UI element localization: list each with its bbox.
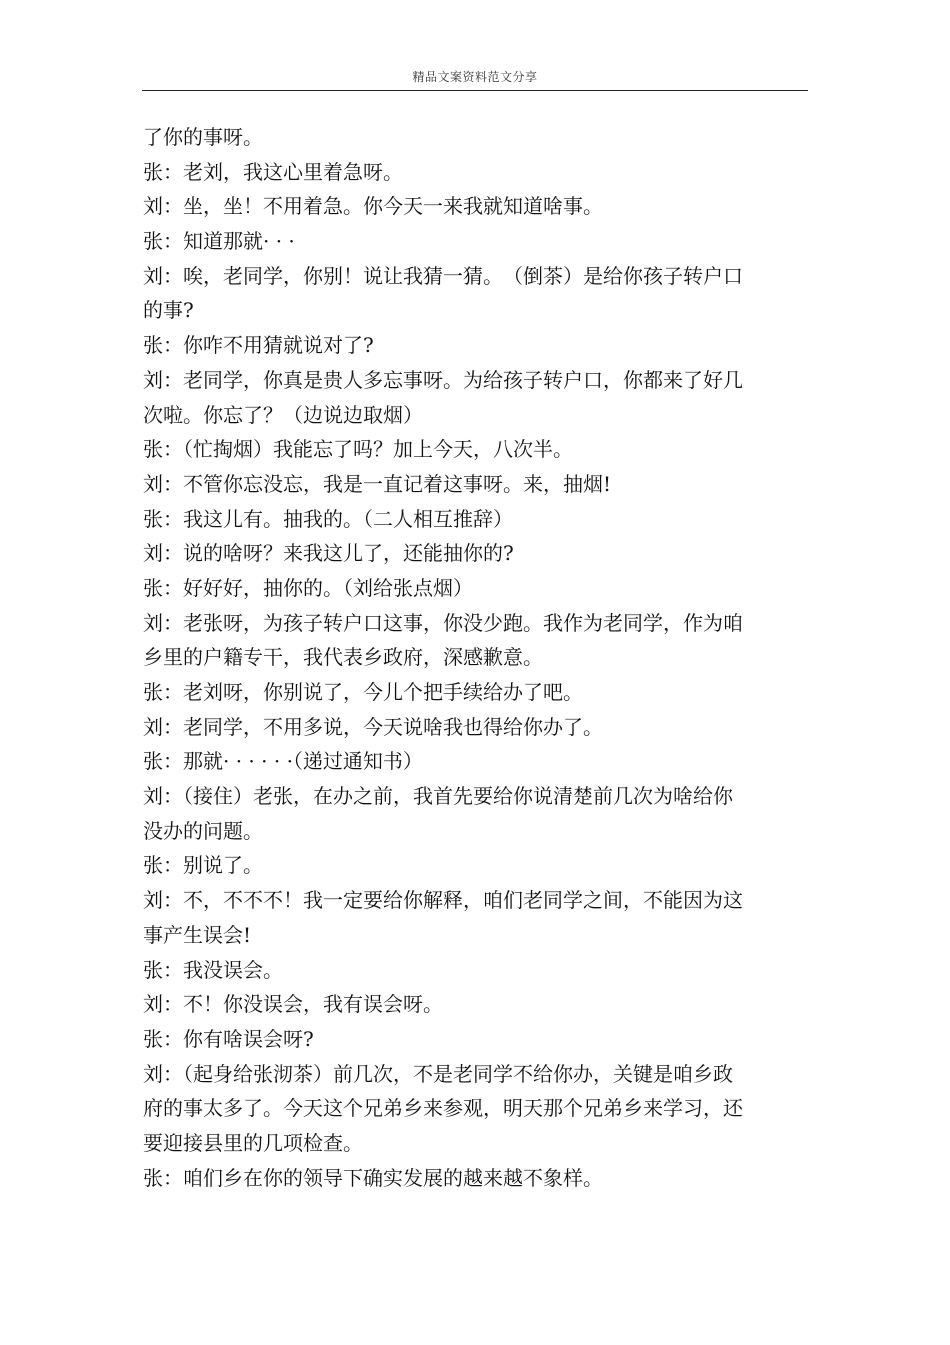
- dialogue-line: 张：我这儿有。抽我的。（二人相互推辞）: [143, 506, 513, 531]
- dialogue-line: 张：老刘呀，你别说了，今儿个把手续给办了吧。: [143, 680, 583, 704]
- dialogue-line: 刘：（接住）老张，在办之前，我首先要给你说清楚前几次为啥给你: [143, 784, 733, 809]
- header-divider: [142, 90, 808, 91]
- dialogue-line: 张：好好好，抽你的。（刘给张点烟）: [143, 575, 473, 600]
- dialogue-line: 次啦。你忘了？（边说边取烟）: [143, 402, 423, 427]
- dialogue-line: 刘：说的啥呀？来我这儿了，还能抽你的?: [143, 541, 514, 566]
- dialogue-line: 没办的问题。: [143, 818, 263, 843]
- dialogue-line: 张：别说了。: [143, 853, 263, 878]
- page-header: 精品文案资料范文分享: [412, 70, 538, 84]
- dialogue-line: 张：知道那就· · ·: [143, 229, 295, 254]
- dialogue-line: 张：我没误会。: [143, 957, 283, 982]
- dialogue-line: 刘：不管你忘没忘，我是一直记着这事呀。来，抽烟!: [143, 471, 612, 496]
- dialogue-line: 张：你咋不用猜就说对了?: [143, 333, 374, 358]
- dialogue-line: 事产生误会!: [143, 922, 252, 947]
- dialogue-line: 刘：不，不不不！我一定要给你解释，咱们老同学之间，不能因为这: [143, 888, 743, 913]
- dialogue-line: 刘：不！你没误会，我有误会呀。: [143, 992, 443, 1017]
- dialogue-line: 乡里的户籍专干，我代表乡政府，深感歉意。: [143, 645, 543, 670]
- dialogue-line: 府的事太多了。今天这个兄弟乡来参观，明天那个兄弟乡来学习，还: [143, 1096, 743, 1121]
- dialogue-line: 刘：老同学，你真是贵人多忘事呀。为给孩子转户口，你都来了好几: [143, 367, 743, 392]
- dialogue-line: 张：咱们乡在你的领导下确实发展的越来越不象样。: [143, 1165, 603, 1190]
- dialogue-line: 刘：老张呀，为孩子转户口这事，你没少跑。我作为老同学，作为咱: [143, 610, 743, 635]
- dialogue-line: 张：老刘，我这心里着急呀。: [143, 159, 403, 184]
- dialogue-line: 张：（忙掏烟）我能忘了吗？加上今天，八次半。: [143, 437, 573, 462]
- dialogue-line: 了你的事呀。: [143, 125, 263, 149]
- dialogue-body: [143, 120, 793, 1195]
- dialogue-line: 张：那就· · · · · ·（递过通知书）: [143, 749, 423, 774]
- dialogue-line: 张：你有啥误会呀?: [143, 1026, 314, 1051]
- dialogue-line: 要迎接县里的几项检查。: [143, 1130, 363, 1155]
- dialogue-line: 刘：坐，坐！不用着急。你今天一来我就知道啥事。: [143, 194, 603, 219]
- dialogue-line: 刘：老同学，不用多说，今天说啥我也得给你办了。: [143, 714, 603, 739]
- dialogue-line: 刘：唉，老同学，你别！说让我猜一猜。 （倒茶）是给你孩子转户口: [143, 263, 743, 288]
- dialogue-line: 的事?: [143, 298, 194, 323]
- dialogue-line: 刘：（起身给张沏茶）前几次，不是老同学不给你办，关键是咱乡政: [143, 1061, 733, 1086]
